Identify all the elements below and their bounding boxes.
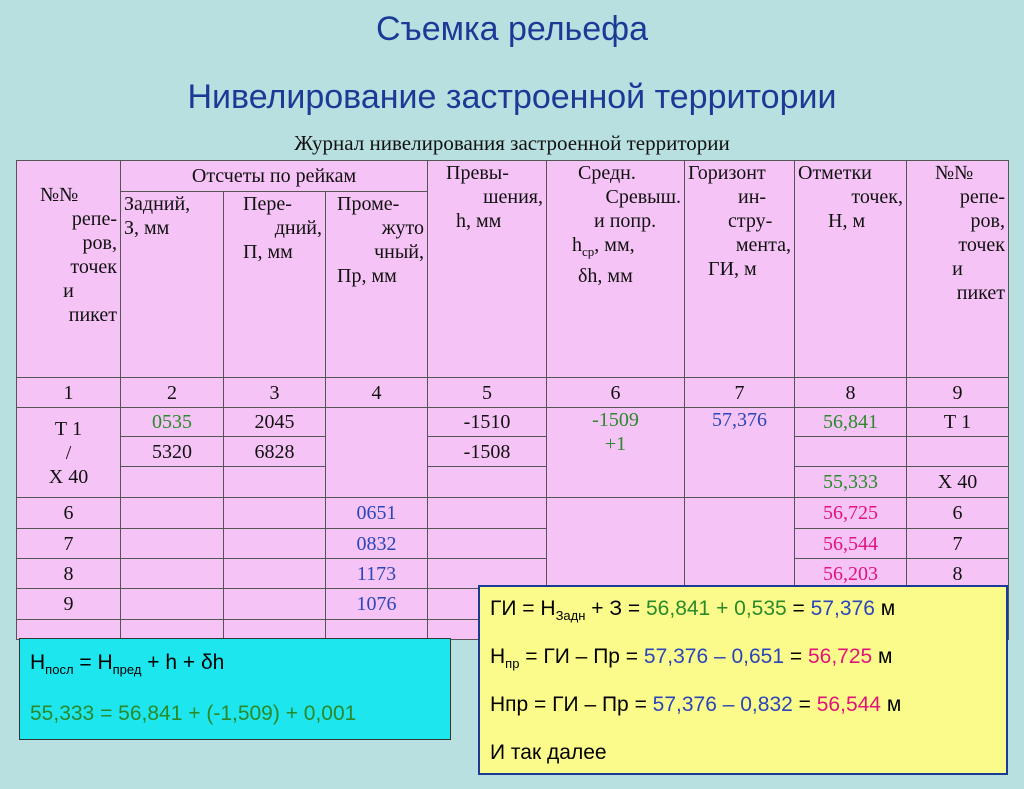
difference-1: -1510 <box>428 408 547 437</box>
header-front-reading: Пере- дний, П, мм <box>224 192 326 378</box>
header-readings-group: Отсчеты по рейкам <box>121 161 428 192</box>
station-name: Т 1 / Х 40 <box>17 408 121 498</box>
header-points-left: №№ репе- ров, точек и пикет <box>17 161 121 378</box>
intermediate-formula-2: Нпр = ГИ – Пр = 57,376 – 0,832 = 56,544 м <box>490 693 902 716</box>
table-title: Журнал нивелирования застроенной территории <box>294 131 730 155</box>
table-row: 8 1173 56,203 8 <box>17 559 1009 589</box>
page-subtitle: Нивелирование застроенной территории <box>187 78 837 116</box>
leveling-journal-table <box>16 160 1009 640</box>
page-title: Съемка рельефа <box>375 10 649 48</box>
header-avg-difference: Средн. Сревыш. и попр. $h_{ср}$, мм, δh, мм <box>547 161 685 378</box>
difference-2: -1508 <box>428 437 547 467</box>
elevation-formula-box <box>19 638 451 740</box>
header-differences: Превы- шения, h, мм <box>428 161 547 378</box>
table-row <box>17 437 1009 467</box>
elevation-calculation: 55,333 = 56,841 + (-1,509) + 0,001 <box>30 702 357 725</box>
table-row: 7 0832 56,544 7 <box>17 529 1009 559</box>
table-row <box>17 408 1009 437</box>
intermediate-formula-1: $H_{пр}$ = ГИ – Пр = 57,376 – 0,651 = 56,725 м <box>490 645 893 672</box>
header-instrument-horizon: Горизонт ин- стру- мента, ГИ, м <box>685 161 795 378</box>
and-so-on-text: И так далее <box>490 741 607 764</box>
column-numbers-row: 1 2 3 4 5 6 7 8 9 <box>17 378 1009 408</box>
header-intermediate-reading: Проме- жуто чный, Пр, мм <box>326 192 428 378</box>
point-x40: Х 40 <box>907 467 1009 498</box>
header-points-right: №№ репе- ров, точек и пикет <box>907 161 1009 378</box>
front-reading-2: 6828 <box>224 437 326 467</box>
front-reading-1: 2045 <box>224 408 326 437</box>
table-row <box>17 467 1009 498</box>
horizon-formula-box <box>478 585 1008 775</box>
header-back-reading: Задний, З, мм <box>121 192 224 378</box>
elevation-formula: $H_{посл} = H_{пред} + h + \delta h$ <box>30 651 225 678</box>
horizon-formula: ГИ = $H_{Задн} + З = 56,841 + 0,535 = 57,376$ м <box>490 597 896 624</box>
mark-t1: 56,841 <box>795 408 907 437</box>
avg-difference: -1509 +1 <box>547 408 685 498</box>
table-row: 9 1076 <box>17 589 1009 620</box>
back-reading-2: 5320 <box>121 437 224 467</box>
header-point-marks: Отметки точек, H, м <box>795 161 907 378</box>
table-row: 6 0651 56,725 6 <box>17 498 1009 529</box>
back-reading-1: 0535 <box>121 408 224 437</box>
point-t1: Т 1 <box>907 408 1009 437</box>
mark-x40: 55,333 <box>795 467 907 498</box>
instrument-horizon-value: 57,376 <box>685 408 795 498</box>
